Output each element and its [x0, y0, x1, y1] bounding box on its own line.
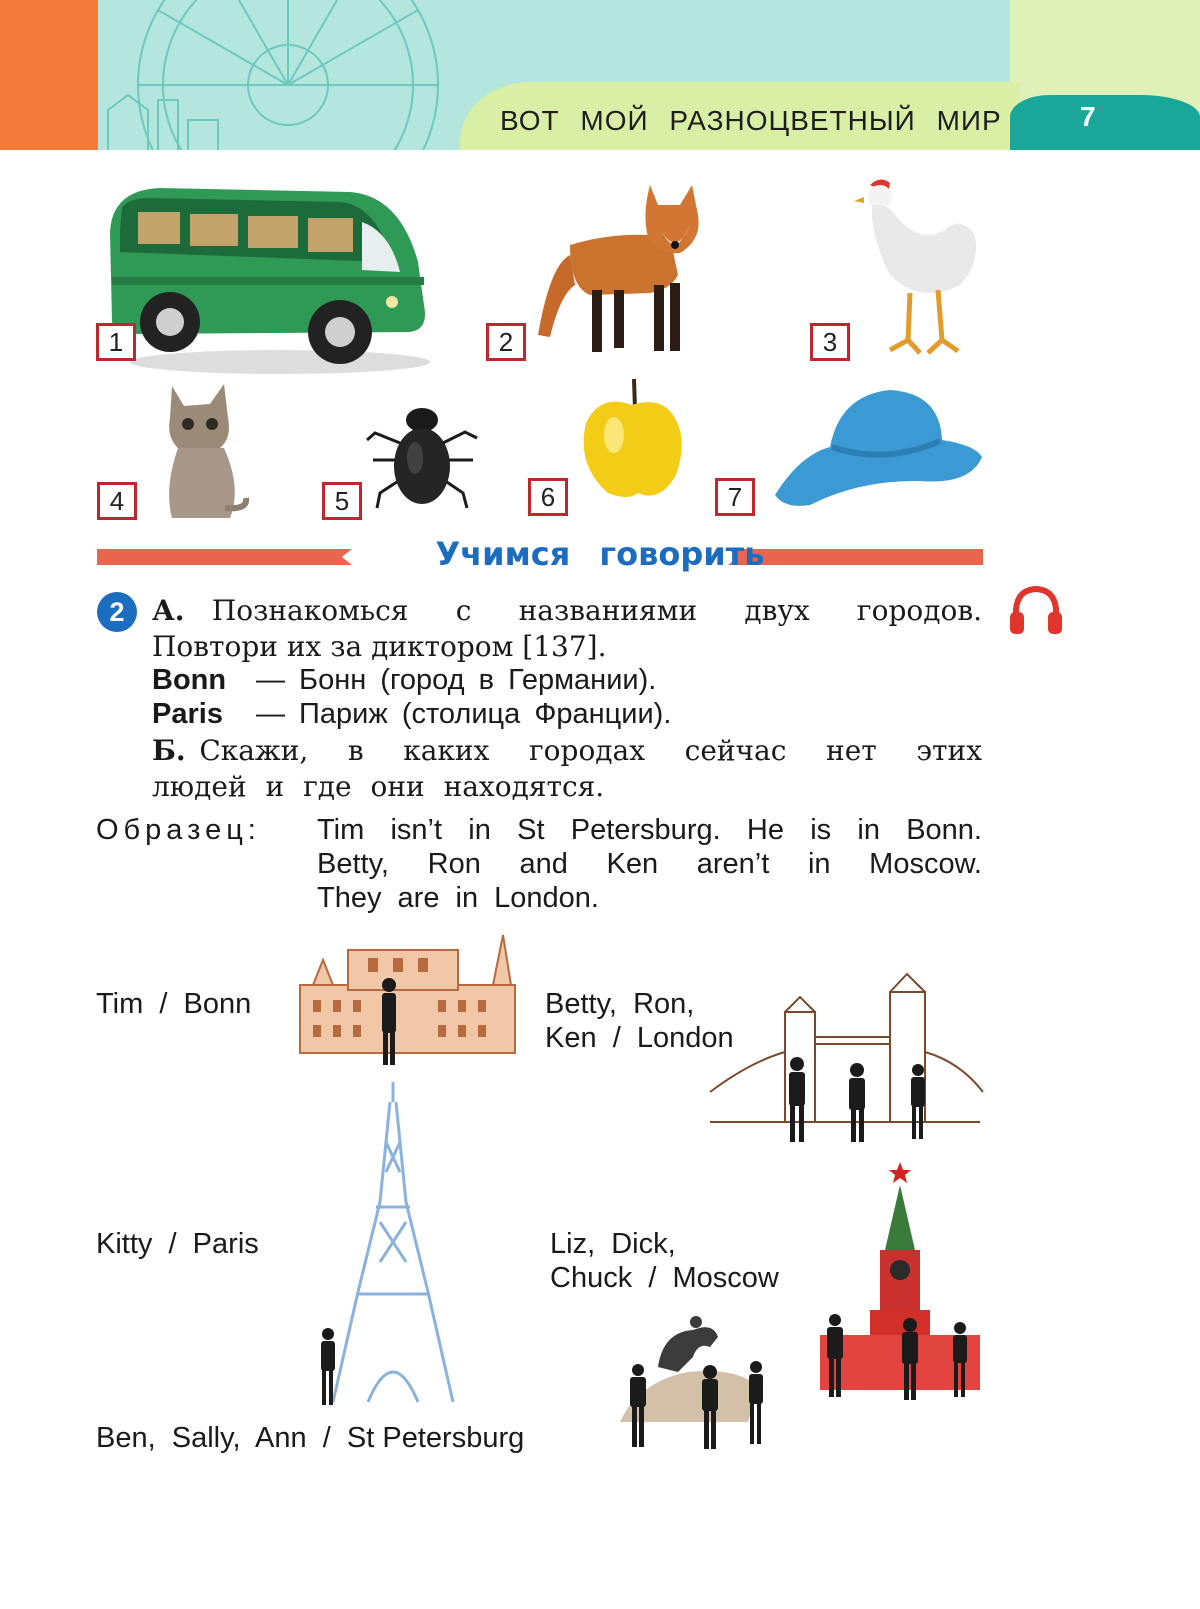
sample-line1: Tim isn’t in St Petersburg. He is in Bonn. [317, 814, 982, 846]
kitty-paris-label: Kitty / Paris [96, 1228, 259, 1260]
liz-moscow-line2: Chuck / Moscow [550, 1262, 779, 1294]
picture-number: 6 [528, 478, 568, 516]
chapter-title: ВОТ МОЙ РАЗНОЦВЕТНЫЙ МИР [500, 105, 1002, 136]
betty-london-line2: Ken / London [545, 1022, 734, 1054]
bonn-translation: — Бонн (город в Германии). [256, 664, 657, 696]
section-title: Учимся говорить [435, 535, 765, 573]
bonn-line [152, 664, 656, 697]
exercise-a-line2: Повтори их за диктором [137]. [152, 630, 607, 663]
ben-petersburg-label: Ben, Sally, Ann / St Petersburg [96, 1422, 525, 1454]
page-number-tab [1010, 95, 1200, 150]
hen-picture [850, 175, 985, 360]
header-orange-block [0, 0, 98, 150]
betty-london-line1: Betty, Ron, [545, 988, 695, 1020]
picture-number: 7 [715, 478, 755, 516]
exercise-number: 2 [97, 592, 137, 632]
exercise-b-line2: людей и где они находятся. [152, 770, 605, 803]
page-number: 7 [1080, 101, 1096, 132]
exercise-a-label: А. [152, 594, 185, 627]
bronze-horseman-picture [618, 1312, 778, 1452]
paris-word: Paris [152, 698, 223, 730]
tim-bonn-label: Tim / Bonn [96, 988, 252, 1020]
picture-number: 3 [810, 323, 850, 361]
beetle-picture [365, 398, 480, 513]
apple-picture [580, 375, 685, 505]
sample-label: Образец: [96, 814, 261, 846]
exercise-b-line1 [152, 734, 982, 767]
exercise-a-line1 [152, 594, 982, 627]
exercise-b-text1: Скажи, в каких городах сейчас нет этих [199, 734, 983, 767]
kremlin-tower-picture [815, 1160, 985, 1410]
headphones-icon[interactable] [1008, 584, 1064, 636]
bonn-word: Bonn [152, 664, 227, 696]
fox-picture [530, 175, 730, 360]
kitten-picture [150, 378, 250, 523]
exercise-a-text1: Познакомься с названиями двух городов. [211, 594, 983, 627]
liz-moscow-line1: Liz, Dick, [550, 1228, 676, 1260]
bonn-building-picture [298, 930, 520, 1070]
picture-number: 1 [96, 323, 136, 361]
paris-line [152, 698, 671, 731]
paris-translation: — Париж (столица Франции). [256, 698, 672, 730]
sample-line2: Betty, Ron and Ken aren’t in Moscow. [317, 848, 982, 880]
bus-picture [100, 172, 440, 382]
picture-number: 4 [97, 482, 137, 520]
sample-line3: They are in London. [317, 882, 599, 914]
hat-picture [770, 385, 985, 510]
eiffel-tower-picture [308, 1082, 478, 1412]
picture-number: 2 [486, 323, 526, 361]
picture-number: 5 [322, 482, 362, 520]
tower-bridge-picture [705, 972, 985, 1147]
exercise-b-label: Б. [152, 734, 186, 767]
